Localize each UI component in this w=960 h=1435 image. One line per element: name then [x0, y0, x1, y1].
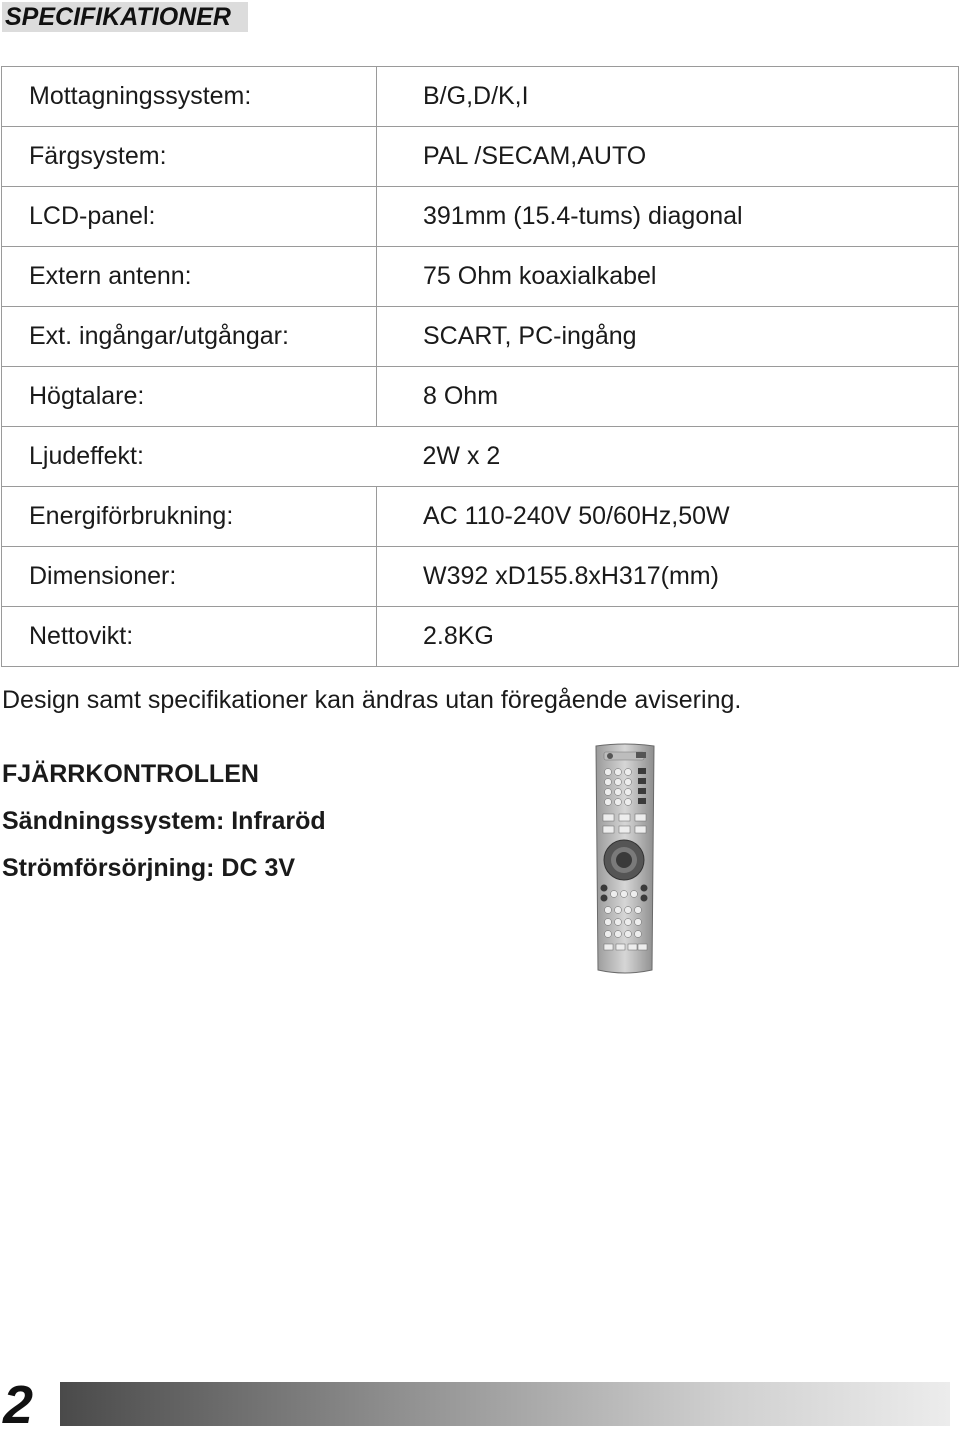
page-number: 2	[3, 1375, 32, 1435]
spec-label: Ext. ingångar/utgångar:	[2, 307, 377, 367]
spec-value: B/G,D/K,I	[377, 67, 959, 127]
spec-value: 2.8KG	[377, 607, 959, 667]
spec-label: Ljudeffekt:	[2, 427, 377, 487]
spec-value: PAL /SECAM,AUTO	[377, 127, 959, 187]
spec-table	[1, 66, 959, 667]
spec-label: Färgsystem:	[2, 127, 377, 187]
table-row	[2, 187, 959, 247]
spec-label: Nettovikt:	[2, 607, 377, 667]
spec-label: Mottagningssystem:	[2, 67, 377, 127]
spec-label: Energiförbrukning:	[2, 487, 377, 547]
table-row	[2, 487, 959, 547]
spec-value: SCART, PC-ingång	[377, 307, 959, 367]
disclaimer-note: Design samt specifikationer kan ändras utan föregående avisering.	[2, 686, 742, 714]
table-row	[2, 547, 959, 607]
remote-transmission: Sändningssystem: Infraröd	[2, 807, 326, 835]
section-title: SPECIFIKATIONER	[2, 2, 248, 32]
table-row	[2, 427, 959, 487]
remote-control-illustration	[592, 742, 658, 976]
table-row	[2, 247, 959, 307]
remote-heading: FJÄRRKONTROLLEN	[2, 760, 259, 788]
spec-label: Extern antenn:	[2, 247, 377, 307]
remote-power: Strömförsörjning: DC 3V	[2, 854, 296, 882]
table-row	[2, 127, 959, 187]
table-row	[2, 367, 959, 427]
spec-value: 75 Ohm koaxialkabel	[377, 247, 959, 307]
spec-value: 2W x 2	[377, 427, 959, 487]
table-row	[2, 67, 959, 127]
spec-label: Högtalare:	[2, 367, 377, 427]
spec-value: W392 xD155.8xH317(mm)	[377, 547, 959, 607]
spec-label: Dimensioner:	[2, 547, 377, 607]
table-row	[2, 307, 959, 367]
footer-gradient-bar	[60, 1382, 950, 1426]
spec-value: AC 110-240V 50/60Hz,50W	[377, 487, 959, 547]
spec-value: 8 Ohm	[377, 367, 959, 427]
table-row	[2, 607, 959, 667]
spec-label: LCD-panel:	[2, 187, 377, 247]
spec-value: 391mm (15.4-tums) diagonal	[377, 187, 959, 247]
